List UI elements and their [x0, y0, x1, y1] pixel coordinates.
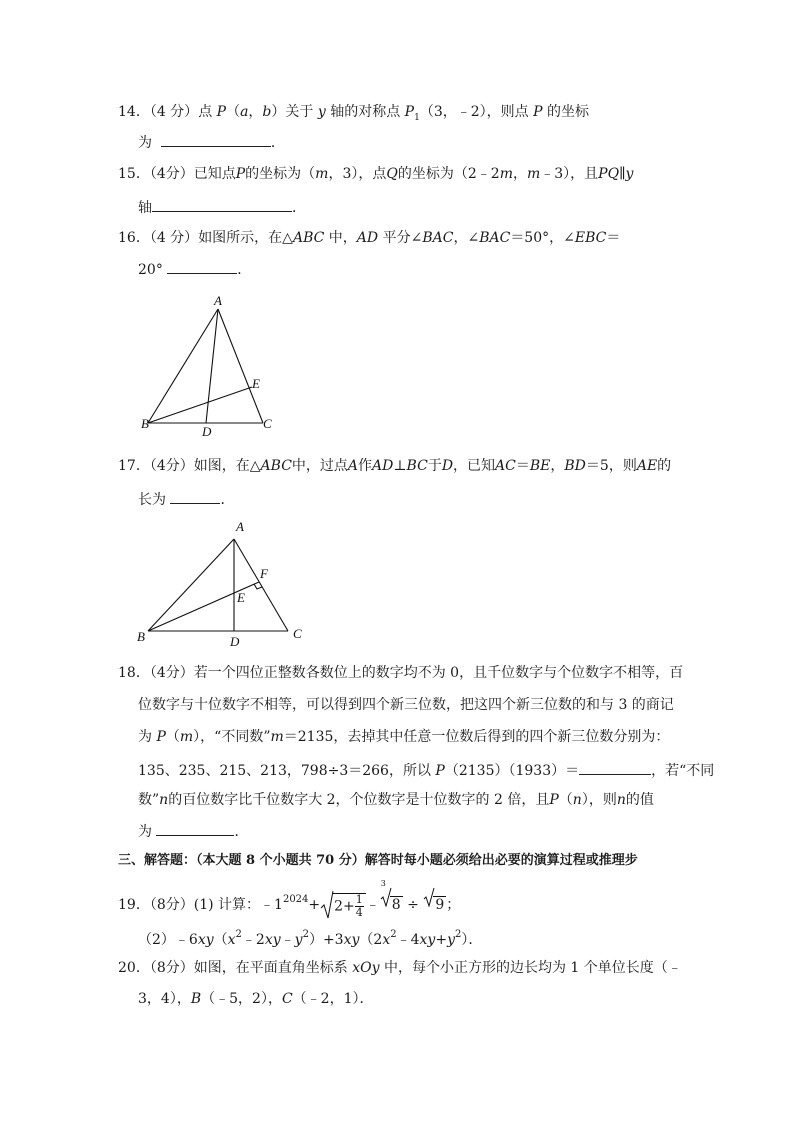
q18-line5: 数”n的百位数字比千位数字大 2，个位数字是十位数字的 2 倍，且P（n），则n的值	[138, 792, 654, 808]
q17-label-F: F	[260, 566, 268, 581]
q17-answer-blank[interactable]	[170, 488, 220, 504]
q17-side-AB	[148, 539, 234, 631]
q17-label-D: D	[230, 634, 240, 649]
q17-line1: 17．（4分）如图，在△ABC中，过点A作AD⊥BC于D，已知AC＝BE，BD＝5，则AE的	[118, 458, 672, 474]
q16-answer-blank[interactable]	[167, 258, 237, 274]
q16-label-E: E	[252, 376, 260, 391]
q15-answer-blank[interactable]	[152, 196, 292, 212]
q16-side-AC	[218, 309, 263, 423]
q16-figure	[135, 290, 285, 440]
q19-cuberoot-expression: 3 8	[380, 879, 401, 913]
q19-sqrt-expression: 2+ $\frac{1}{4}$	[320, 890, 366, 920]
q16-segment-BE	[148, 387, 252, 423]
q18-line1: 18．（4分）若一个四位正整数各数位上的数字均不为 0，且千位数字与个位数字不相等，百	[118, 665, 684, 681]
section3-header: 三、解答题：（本大题 8 个小题共 70 分）解答时每小题必须给出必要的演算过程或推理步	[118, 853, 638, 868]
q17-label-C: C	[293, 626, 302, 641]
q14-answer-blank[interactable]	[161, 131, 271, 147]
q16-label-A: A	[214, 293, 222, 308]
q18-answer-blank-1[interactable]	[579, 759, 651, 775]
q18-line3: 为 P（m），“不同数”m＝2135，去掉其中任意一位数后得到的四个新三位数分别为：	[138, 729, 670, 745]
q14-line2: 为 ．	[138, 131, 285, 153]
q19-sqrt9-sign	[423, 887, 435, 907]
q14-line1: 14．（4 分）点 P（a，b）关于 y 轴的对称点 $P_1(3$，﹣2），则点 P 的坐标	[118, 104, 589, 123]
q19-line2: $(2)﹣6xy(x^2﹣2xy﹣y^2)+3xy(2x^2﹣4xy+y^2)$．	[138, 929, 483, 948]
q17-side-AC	[234, 539, 288, 631]
q15-line2: 轴 ．	[138, 196, 306, 218]
q18-line4: 135、235、215、213，798÷3＝266，所以 P（2135）（1933）＝ ，若“不同	[138, 759, 714, 781]
q18-line6: 为 ．	[138, 820, 248, 842]
q15-line1: 15．（4分）已知点P的坐标为（m，3），点Q的坐标为（2﹣2m，m﹣3），且PQ∥y	[118, 166, 634, 182]
q14-score: （4 分）	[149, 104, 199, 120]
q19-sqrt9-expression: 9	[423, 889, 446, 921]
q17-label-E: E	[237, 590, 245, 605]
q16-line1: 16．（4 分）如图所示，在△ABC 中，AD 平分∠BAC，∠BAC＝50°，∠EBC＝	[118, 230, 621, 246]
q18-line2: 位数字与十位数字不相等，可以得到四个新三位数，把这四个新三位数的和与 3 的商记	[138, 697, 674, 713]
q16-label-B: B	[141, 416, 149, 431]
q17-figure	[135, 515, 310, 650]
q16-label-C: C	[263, 416, 272, 431]
q19-line1: 19．（8分）(1) 计算：$﹣1^{2024}+$ 2+ $\frac{1}{4}$ ﹣ 3 8 ÷ 9 ；	[118, 884, 460, 916]
q14-number: 14．	[118, 104, 150, 120]
q20-line1: 20．（8分）如图，在平面直角坐标系 xOy 中，每个小正方形的边长均为 1 个单位长度（﹣	[118, 960, 682, 976]
q19-radical-sign	[320, 890, 334, 920]
q19-cuberoot-sign	[380, 887, 392, 907]
q16-line2: 20° ．	[138, 258, 251, 280]
q17-label-A: A	[236, 519, 244, 534]
q17-label-B: B	[137, 629, 145, 644]
q20-line2: 3，4），B（﹣5，2），C（﹣2，1）．	[138, 991, 374, 1007]
q17-line2: 长为 ．	[138, 488, 234, 510]
q16-label-D: D	[202, 424, 212, 439]
q18-answer-blank-2[interactable]	[156, 820, 234, 836]
